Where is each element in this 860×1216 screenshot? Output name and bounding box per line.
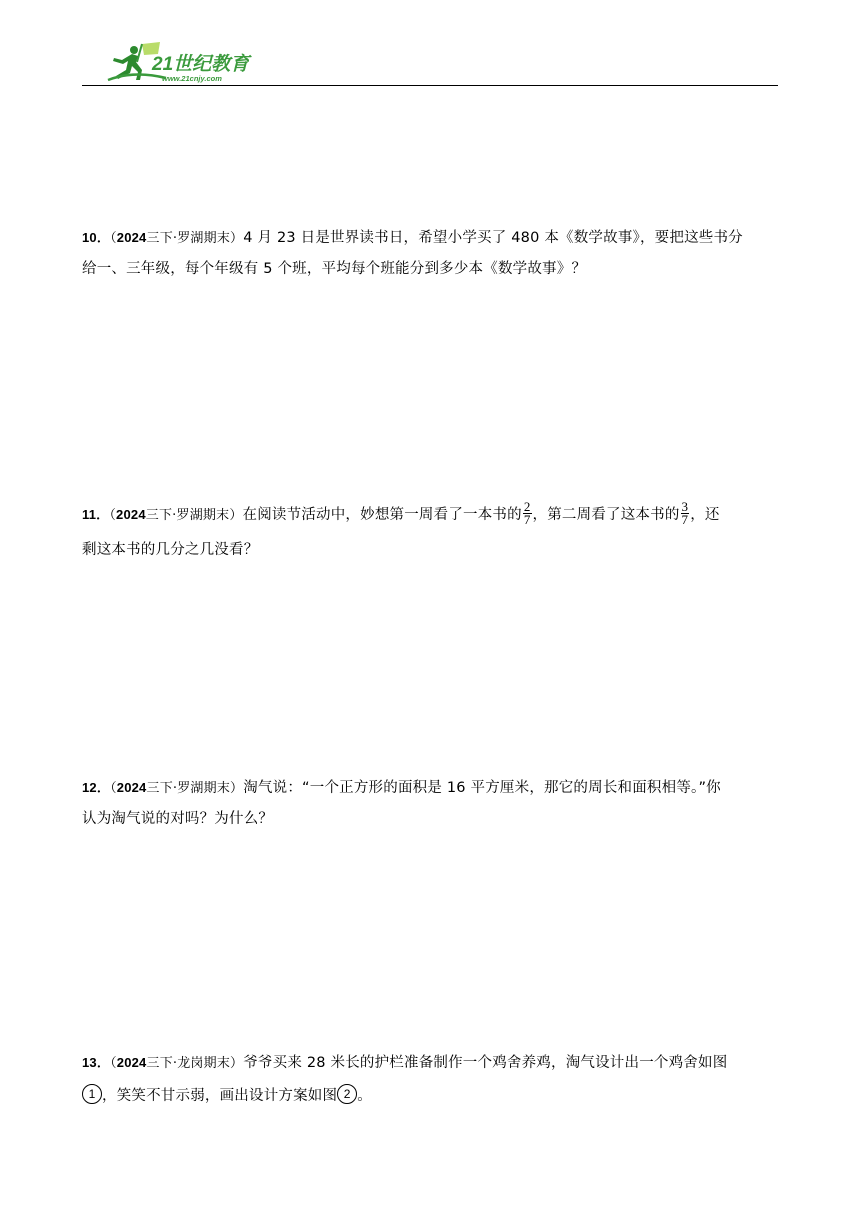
- question-line: [82, 535, 778, 566]
- site-logo: [104, 40, 274, 84]
- question-number: 11．: [82, 507, 110, 522]
- logo-url: www.21cnjy.com: [162, 74, 222, 83]
- fraction-denominator: 7: [523, 511, 531, 527]
- question-source: 三下·龙岗期末）: [146, 1056, 244, 1071]
- question-source-year: 2024: [116, 230, 147, 245]
- question-number: 13．: [82, 1055, 111, 1070]
- question-source-open: （: [109, 508, 117, 523]
- question-line: [82, 499, 778, 531]
- question-10: [82, 222, 778, 285]
- question-source: 三下·罗湖期末）: [145, 508, 243, 523]
- question-text: ，第二周看了这本书的: [532, 507, 680, 523]
- question-text: 剩这本书的几分之几没看？: [82, 542, 259, 558]
- fraction-three-sevenths: [681, 498, 690, 527]
- question-text: 4 月 23 日是世界读书日，希望小学买了 480 本《数学故事》，要把这些书分: [243, 230, 743, 246]
- question-source-year: 2024: [116, 507, 146, 522]
- fraction-denominator: 7: [681, 511, 689, 527]
- question-line: [82, 804, 778, 835]
- question-12: [82, 772, 778, 835]
- logo-text: 21世纪教育: [152, 54, 250, 75]
- page-header: [82, 36, 778, 86]
- figure-marker-1: 1: [82, 1084, 102, 1104]
- question-number: 10．: [82, 230, 111, 245]
- question-line: [82, 1047, 778, 1079]
- question-number: 12．: [82, 780, 111, 795]
- question-text: 。: [357, 1088, 372, 1104]
- question-text: ，笑笑不甘示弱，画出设计方案如图: [102, 1088, 338, 1104]
- fraction-numerator: 2: [523, 498, 531, 514]
- fraction-two-sevenths: [523, 498, 532, 527]
- question-source: 三下·罗湖期末）: [146, 781, 244, 796]
- question-13: [82, 1047, 778, 1112]
- question-source-open: （: [110, 231, 117, 246]
- question-line: [82, 1081, 778, 1112]
- question-text: ，还: [690, 507, 720, 523]
- question-11: [82, 499, 778, 566]
- question-text: 爷爷买来 28 米长的护栏准备制作一个鸡舍养鸡，淘气设计出一个鸡舍如图: [243, 1055, 728, 1071]
- header-divider: [82, 85, 778, 86]
- question-text: 淘气说：“一个正方形的面积是 16 平方厘米，那它的周长和面积相等。”你: [243, 780, 721, 796]
- fraction-numerator: 3: [681, 498, 689, 514]
- question-source: 三下·罗湖期末）: [146, 231, 244, 246]
- figure-marker-2: 2: [337, 1084, 357, 1104]
- question-text: 给一、三年级，每个年级有 5 个班，平均每个班能分到多少本《数学故事》？: [82, 261, 587, 277]
- question-line: [82, 772, 778, 804]
- question-text: 认为淘气说的对吗？为什么？: [82, 811, 274, 827]
- question-line: [82, 254, 778, 285]
- question-source-year: 2024: [116, 1055, 147, 1070]
- question-text: 在阅读节活动中，妙想第一周看了一本书的: [242, 507, 522, 523]
- question-source-year: 2024: [116, 780, 147, 795]
- question-line: [82, 222, 778, 254]
- question-source-open: （: [110, 781, 117, 796]
- question-source-open: （: [110, 1056, 117, 1071]
